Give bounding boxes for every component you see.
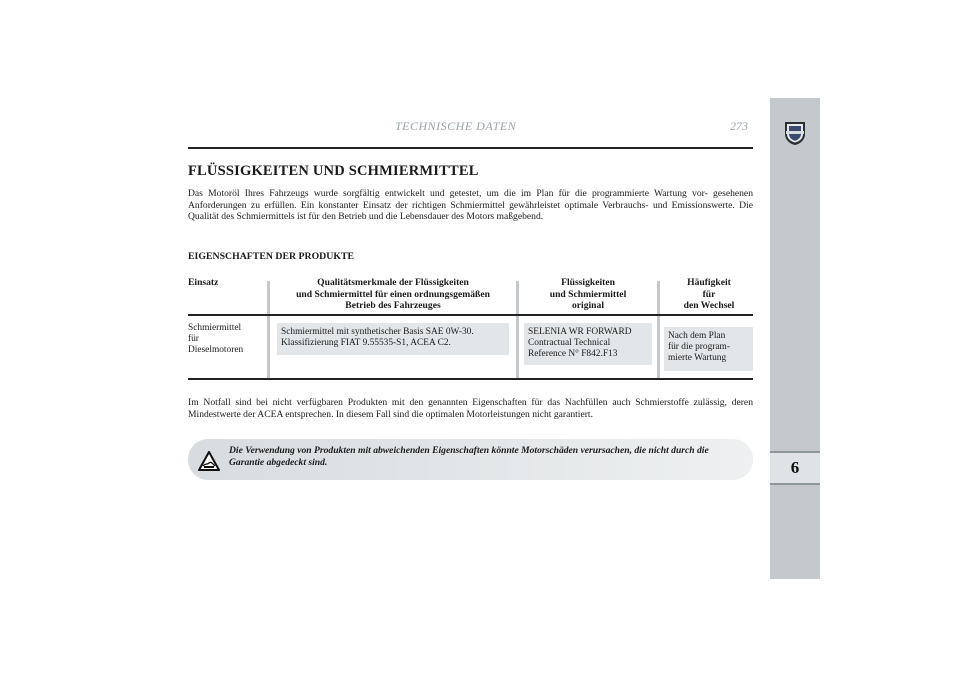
header-line: original bbox=[572, 300, 604, 311]
cell-line: Contractual Technical bbox=[528, 338, 611, 348]
intro-paragraph: Das Motoröl Ihres Fahrzeugs wurde sorgfältig entwickelt und getestet, um die im Plan für die programmierte Wartung vor- gesehenen Anforderungen zu erfüllen. Ein konstanter Einsatz der richtigen Schmiermittel gewährleistet optimale Verbrauchs- und Emissionswerte. Die Qualität des Schmiermittels ist für den Betrieb und die Lebensdauer des Motors maßgebend. bbox=[188, 188, 753, 222]
header-line: Qualitätsmerkmale der Flüssigkeiten bbox=[317, 277, 469, 288]
warning-text: Die Verwendung von Produkten mit abweichenden Eigenschaften könnte Motorschäden verursachen, die nicht durch die Garantie abgedeckt sind. bbox=[229, 445, 709, 468]
column-separator bbox=[516, 281, 519, 378]
header-line: Häufigkeit bbox=[687, 277, 731, 288]
cell-line: für bbox=[188, 334, 199, 344]
table-rule bbox=[188, 314, 753, 316]
cell-line: SELENIA WR FORWARD bbox=[528, 327, 632, 337]
cell-line: für die program- bbox=[668, 342, 730, 352]
chapter-sidebar bbox=[770, 98, 820, 579]
cell-frequency bbox=[664, 327, 753, 371]
running-header: TECHNISCHE DATEN bbox=[395, 119, 517, 133]
chapter-number: 6 bbox=[790, 458, 800, 477]
warning-triangle-icon bbox=[198, 451, 220, 471]
table-rule bbox=[188, 378, 753, 380]
cell-fluids bbox=[524, 323, 652, 365]
cell-line: Dieselmotoren bbox=[188, 345, 244, 355]
header-rule bbox=[188, 147, 753, 149]
page-number: 273 bbox=[730, 119, 748, 133]
header-line: für bbox=[702, 288, 716, 300]
cell-line: Nach dem Plan bbox=[668, 331, 726, 341]
footnote-paragraph: Im Notfall sind bei nicht verfügbaren Produkten mit den genannten Eigenschaften für das Nachfüllen auch Schmierstoffe zulässig, deren Mindestwerte der ACEA entsprechen. In diesem Fall sind die optimalen Motorleistungen nicht garantiert. bbox=[188, 397, 753, 420]
column-separator bbox=[657, 281, 660, 378]
page-title: FLÜSSIGKEITEN UND SCHMIERMITTEL bbox=[188, 163, 479, 179]
cell-usage bbox=[188, 323, 268, 356]
cell-line: mierte Wartung bbox=[668, 353, 727, 363]
header-line: Betrieb des Fahrzeuges bbox=[345, 300, 441, 311]
section-title: EIGENSCHAFTEN DER PRODUKTE bbox=[188, 251, 355, 262]
chapter-tab[interactable] bbox=[770, 453, 820, 483]
column-header-usage: Einsatz bbox=[188, 277, 219, 288]
column-header-quality bbox=[277, 277, 509, 312]
chapter-divider bbox=[770, 483, 820, 485]
cell-line: Schmiermittel mit synthetischer Basis SAE 0W-30. bbox=[281, 327, 474, 337]
header-line: und Schmiermittel bbox=[549, 288, 627, 300]
cell-line: Klassifizierung FIAT 9.55535-S1, ACEA C2. bbox=[281, 338, 451, 348]
cell-line: Schmiermittel bbox=[188, 323, 242, 333]
column-header-fluids bbox=[527, 277, 649, 312]
header-line: den Wechsel bbox=[683, 300, 735, 311]
cell-quality bbox=[277, 323, 509, 355]
header-line: Flüssigkeiten bbox=[561, 277, 615, 288]
cell-line: Reference N° F842.F13 bbox=[528, 349, 618, 359]
header-line: und Schmiermittel für einen ordnungsgemäßen bbox=[296, 288, 490, 300]
column-header-frequency bbox=[665, 277, 753, 312]
lancia-logo-icon bbox=[782, 120, 808, 146]
